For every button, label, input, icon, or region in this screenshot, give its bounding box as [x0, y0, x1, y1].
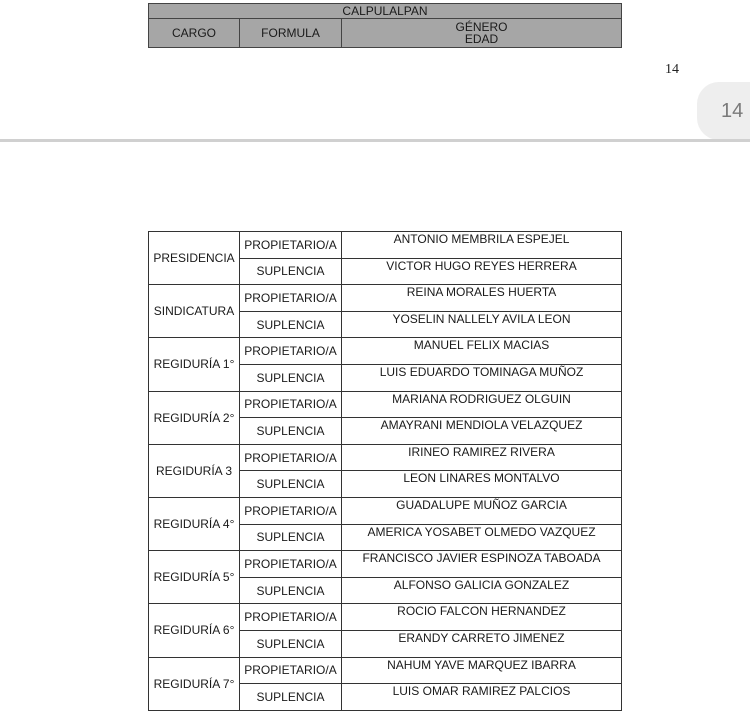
- formula-suplencia-cell: SUPLENCIA: [240, 258, 342, 285]
- suplente-name-cell: LEON LINARES MONTALVO: [342, 471, 622, 498]
- table-row: [149, 232, 622, 259]
- suplente-name-cell: ALFONSO GALICIA GONZALEZ: [342, 577, 622, 604]
- cargo-cell: REGIDURÍA 3: [149, 444, 240, 497]
- formula-propietario-cell: PROPIETARIO/A: [240, 391, 342, 418]
- formula-suplencia-cell: SUPLENCIA: [240, 630, 342, 657]
- page-number-tab: [697, 82, 750, 140]
- column-header-genero: GÉNERO: [455, 20, 508, 34]
- formula-suplencia-cell: SUPLENCIA: [240, 684, 342, 711]
- cargo-cell: REGIDURÍA 2°: [149, 391, 240, 444]
- table-row: [149, 444, 622, 471]
- page-number-tab-label: 14: [721, 100, 744, 122]
- suplente-name-cell: AMAYRANI MENDIOLA VELAZQUEZ: [342, 418, 622, 445]
- propietario-name-cell: GUADALUPE MUÑOZ GARCIA: [342, 497, 622, 524]
- candidates-table-body: [149, 232, 622, 711]
- formula-suplencia-cell: SUPLENCIA: [240, 471, 342, 498]
- table-row: [149, 338, 622, 365]
- table-row: [149, 551, 622, 578]
- formula-propietario-cell: PROPIETARIO/A: [240, 551, 342, 578]
- column-header-genero-edad: [342, 19, 622, 48]
- table-row: [149, 604, 622, 631]
- column-header-formula: FORMULA: [240, 19, 342, 48]
- formula-propietario-cell: PROPIETARIO/A: [240, 657, 342, 684]
- formula-propietario-cell: PROPIETARIO/A: [240, 232, 342, 259]
- cargo-cell: REGIDURÍA 6°: [149, 604, 240, 657]
- propietario-name-cell: NAHUM YAVE MARQUEZ IBARRA: [342, 657, 622, 684]
- propietario-name-cell: FRANCISCO JAVIER ESPINOZA TABOADA: [342, 551, 622, 578]
- cargo-cell: PRESIDENCIA: [149, 232, 240, 285]
- table-row: [149, 497, 622, 524]
- propietario-name-cell: ANTONIO MEMBRILA ESPEJEL: [342, 232, 622, 259]
- table-row: [149, 657, 622, 684]
- formula-suplencia-cell: SUPLENCIA: [240, 524, 342, 551]
- cargo-cell: REGIDURÍA 7°: [149, 657, 240, 710]
- municipality-title: CALPULALPAN: [149, 4, 622, 19]
- page-number: 14: [665, 62, 679, 77]
- propietario-name-cell: MANUEL FELIX MACIAS: [342, 338, 622, 365]
- formula-propietario-cell: PROPIETARIO/A: [240, 338, 342, 365]
- formula-suplencia-cell: SUPLENCIA: [240, 418, 342, 445]
- column-header-edad: EDAD: [464, 32, 499, 46]
- table-row: [149, 285, 622, 312]
- cargo-cell: REGIDURÍA 4°: [149, 497, 240, 550]
- propietario-name-cell: ROCIO FALCON HERNANDEZ: [342, 604, 622, 631]
- propietario-name-cell: MARIANA RODRIGUEZ OLGUIN: [342, 391, 622, 418]
- column-header-cargo: CARGO: [149, 19, 240, 48]
- formula-suplencia-cell: SUPLENCIA: [240, 311, 342, 338]
- formula-suplencia-cell: SUPLENCIA: [240, 577, 342, 604]
- candidates-table: [148, 231, 622, 711]
- cargo-cell: REGIDURÍA 1°: [149, 338, 240, 391]
- suplente-name-cell: LUIS OMAR RAMIREZ PALCIOS: [342, 684, 622, 711]
- propietario-name-cell: REINA MORALES HUERTA: [342, 285, 622, 312]
- suplente-name-cell: LUIS EDUARDO TOMINAGA MUÑOZ: [342, 364, 622, 391]
- formula-propietario-cell: PROPIETARIO/A: [240, 285, 342, 312]
- cargo-cell: SINDICATURA: [149, 285, 240, 338]
- formula-suplencia-cell: SUPLENCIA: [240, 364, 342, 391]
- formula-propietario-cell: PROPIETARIO/A: [240, 444, 342, 471]
- header-table: [148, 3, 622, 48]
- page-divider: [0, 139, 750, 142]
- propietario-name-cell: IRINEO RAMIREZ RIVERA: [342, 444, 622, 471]
- suplente-name-cell: YOSELIN NALLELY AVILA LEON: [342, 311, 622, 338]
- formula-propietario-cell: PROPIETARIO/A: [240, 497, 342, 524]
- suplente-name-cell: ERANDY CARRETO JIMENEZ: [342, 630, 622, 657]
- cargo-cell: REGIDURÍA 5°: [149, 551, 240, 604]
- suplente-name-cell: AMERICA YOSABET OLMEDO VAZQUEZ: [342, 524, 622, 551]
- suplente-name-cell: VICTOR HUGO REYES HERRERA: [342, 258, 622, 285]
- formula-propietario-cell: PROPIETARIO/A: [240, 604, 342, 631]
- table-row: [149, 391, 622, 418]
